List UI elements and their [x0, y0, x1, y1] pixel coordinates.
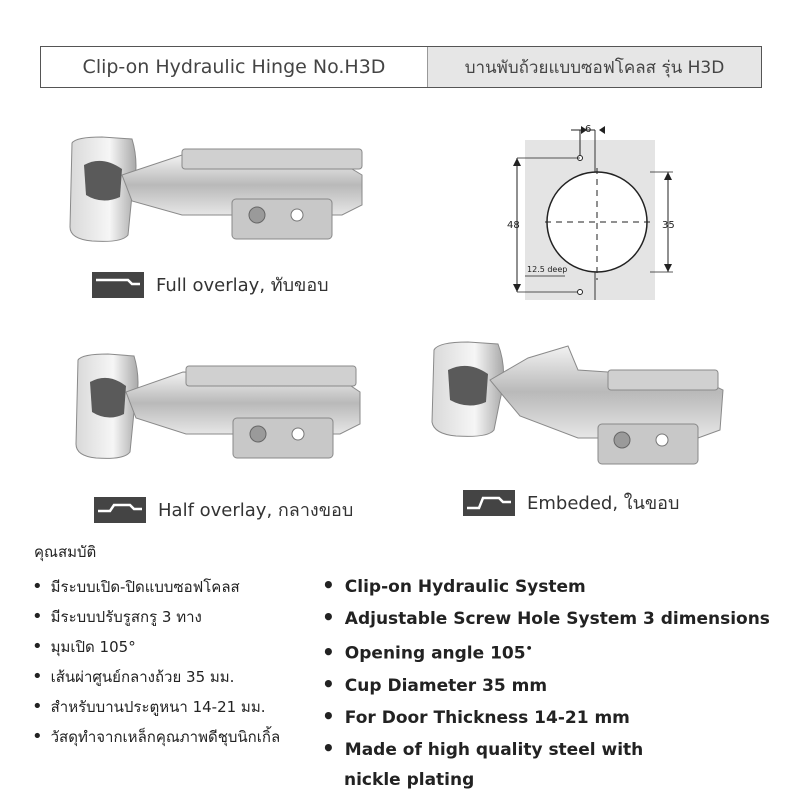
english-feature-item-continued: nickle plating	[344, 769, 475, 790]
caption-embeded-text: Embeded, ในขอบ	[527, 493, 680, 514]
english-feature-item: • Adjustable Screw Hole System 3 dimensions	[322, 602, 770, 634]
title-english: Clip-on Hydraulic Hinge No.H3D	[41, 47, 427, 87]
embeded-symbol-icon	[463, 490, 515, 516]
caption-full-overlay	[92, 270, 329, 299]
caption-embeded	[463, 488, 679, 517]
hinge-image-full-overlay	[62, 135, 372, 250]
properties-thai-list	[32, 572, 280, 752]
english-feature-item: • Opening angle 105•	[322, 634, 770, 669]
full-overlay-symbol-icon	[92, 272, 144, 298]
caption-half-overlay-text: Half overlay, กลางขอบ	[158, 500, 354, 521]
thai-feature-item: • สำหรับบานประตูหนา 14-21 มม.	[32, 692, 280, 722]
hinge-image-half-overlay	[68, 352, 368, 467]
degree-mark: •	[525, 642, 533, 655]
dim-left-label: 48	[507, 220, 520, 231]
english-feature-item: • Cup Diameter 35 mm	[322, 669, 770, 701]
title-thai: บานพับถ้วยแบบซอฟโคลส รุ่น H3D	[427, 47, 761, 87]
dim-top-label: 6	[585, 124, 592, 135]
thai-feature-item: • มีระบบปรับรูสกรู 3 ทาง	[32, 602, 280, 632]
english-feature-item: • For Door Thickness 14-21 mm	[322, 701, 770, 733]
dim-right-label: 35	[662, 220, 675, 231]
caption-full-overlay-text: Full overlay, ทับขอบ	[156, 275, 329, 296]
caption-half-overlay	[94, 495, 353, 524]
hinge-image-embeded	[428, 330, 728, 470]
english-feature-item: • Clip-on Hydraulic System	[322, 570, 770, 602]
title-box	[40, 46, 762, 88]
half-overlay-symbol-icon	[94, 497, 146, 523]
properties-title: คุณสมบัติ	[34, 543, 97, 561]
thai-feature-item: • เส้นผ่าศูนย์กลางถ้วย 35 มม.	[32, 662, 280, 692]
properties-english-list	[322, 570, 770, 795]
english-feature-item: • Made of high quality steel with	[322, 733, 770, 765]
depth-label: 12.5 deep	[527, 265, 568, 274]
thai-feature-item: • มีระบบเปิด-ปิดแบบซอฟโคลส	[32, 572, 280, 602]
cup-drilling-diagram	[505, 120, 690, 310]
thai-feature-item: • มุมเปิด 105°	[32, 632, 280, 662]
thai-feature-item: • วัสดุทำจากเหล็กคุณภาพดีชุบนิกเกิ้ล	[32, 722, 280, 752]
